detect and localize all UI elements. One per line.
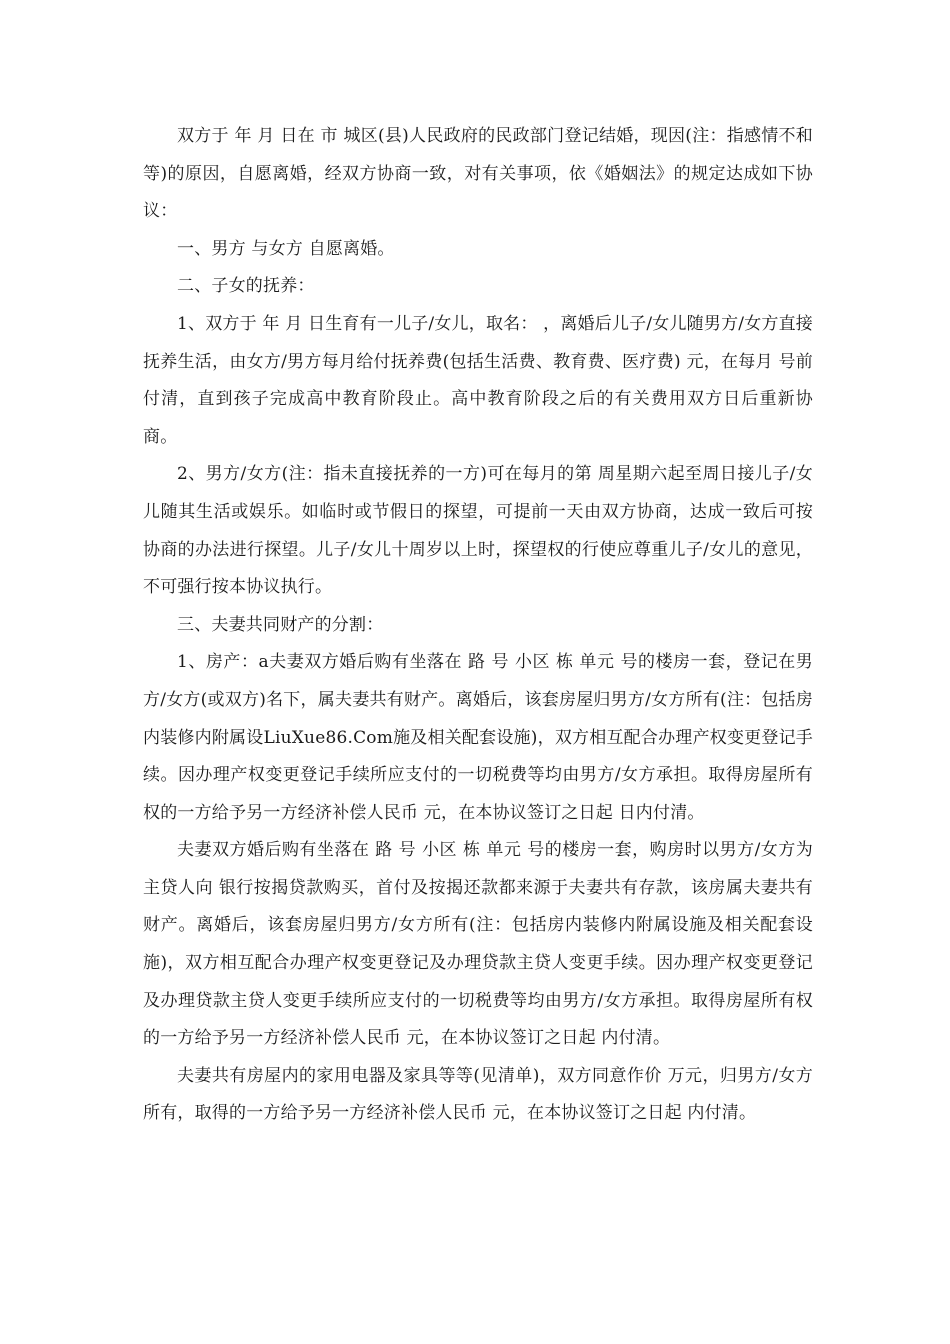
paragraph-child-custody: 1、双方于 年 月 日生育有一儿子/女儿，取名： ，离婚后儿子/女儿随男方/女方直接抚养生活，由女方/男方每月给付抚养费(包括生活费、教育费、医疗费) 元，在每月 号前付清，直到孩子完成高中教育阶段止。高中教育阶段之后的有关费用双方日后重新协商。 (143, 313, 814, 447)
paragraph-property-house: 1、房产：a夫妻双方婚后购有坐落在 路 号 小区 栋 单元 号的楼房一套，登记在男方/女方(或双方)名下，属夫妻共有财产。离婚后，该套房屋归男方/女方所有(注：包括房内装修内附属设LiuXue86.Com施及相关配套设施)，双方相互配合办理产权变更登记手续。因办理产权变更登记手续所应支付的一切税费等均由男方/女方承担。取得房屋所有权的一方给予另一方经济补偿人民币 元，在本协议签订之日起 日内付清。 (143, 652, 813, 823)
paragraph-property-furniture: 夫妻共有房屋内的家用电器及家具等等(见清单)，双方同意作价 万元，归男方/女方所有，取得的一方给予另一方经济补偿人民币 元，在本协议签订之日起 内付清。 (143, 1065, 813, 1124)
paragraph-intro: 双方于 年 月 日在 市 城区(县)人民政府的民政部门登记结婚，现因(注：指感情不和等)的原因，自愿离婚，经双方协商一致，对有关事项，依《婚姻法》的规定达成如下协议： (143, 126, 813, 222)
paragraph-property-mortgage: 夫妻双方婚后购有坐落在 路 号 小区 栋 单元 号的楼房一套，购房时以男方/女方为主贷人向 银行按揭贷款购买，首付及按揭还款都来源于夫妻共有存款，该房属夫妻共有财产。离婚后，该套房屋归男方/女方所有(注：包括房内装修内附属设施及相关配套设施)，双方相互配合办理产权变更登记及办理贷款主贷人变更手续。因办理产权变更登记及办理贷款主贷人变更手续所应支付的一切税费等均由男方/女方承担。取得房屋所有权的一方给予另一方经济补偿人民币 元，在本协议签订之日起 内付清。 (143, 840, 813, 1049)
document-body (143, 118, 813, 1133)
paragraph-visitation: 2、男方/女方(注：指未直接抚养的一方)可在每月的第 周星期六起至周日接儿子/女儿随其生活或娱乐。如临时或节假日的探望，可提前一天由双方协商，达成一致后可按协商的办法进行探望。儿子/女儿十周岁以上时，探望权的行使应尊重儿子/女儿的意见，不可强行按本协议执行。 (143, 464, 813, 598)
paragraph-clause-3-heading: 三、夫妻共同财产的分割： (177, 614, 384, 635)
paragraph-clause-1-divorce: 一、男方 与女方 自愿离婚。 (177, 238, 395, 259)
paragraph-clause-2-heading: 二、子女的抚养： (177, 276, 315, 297)
